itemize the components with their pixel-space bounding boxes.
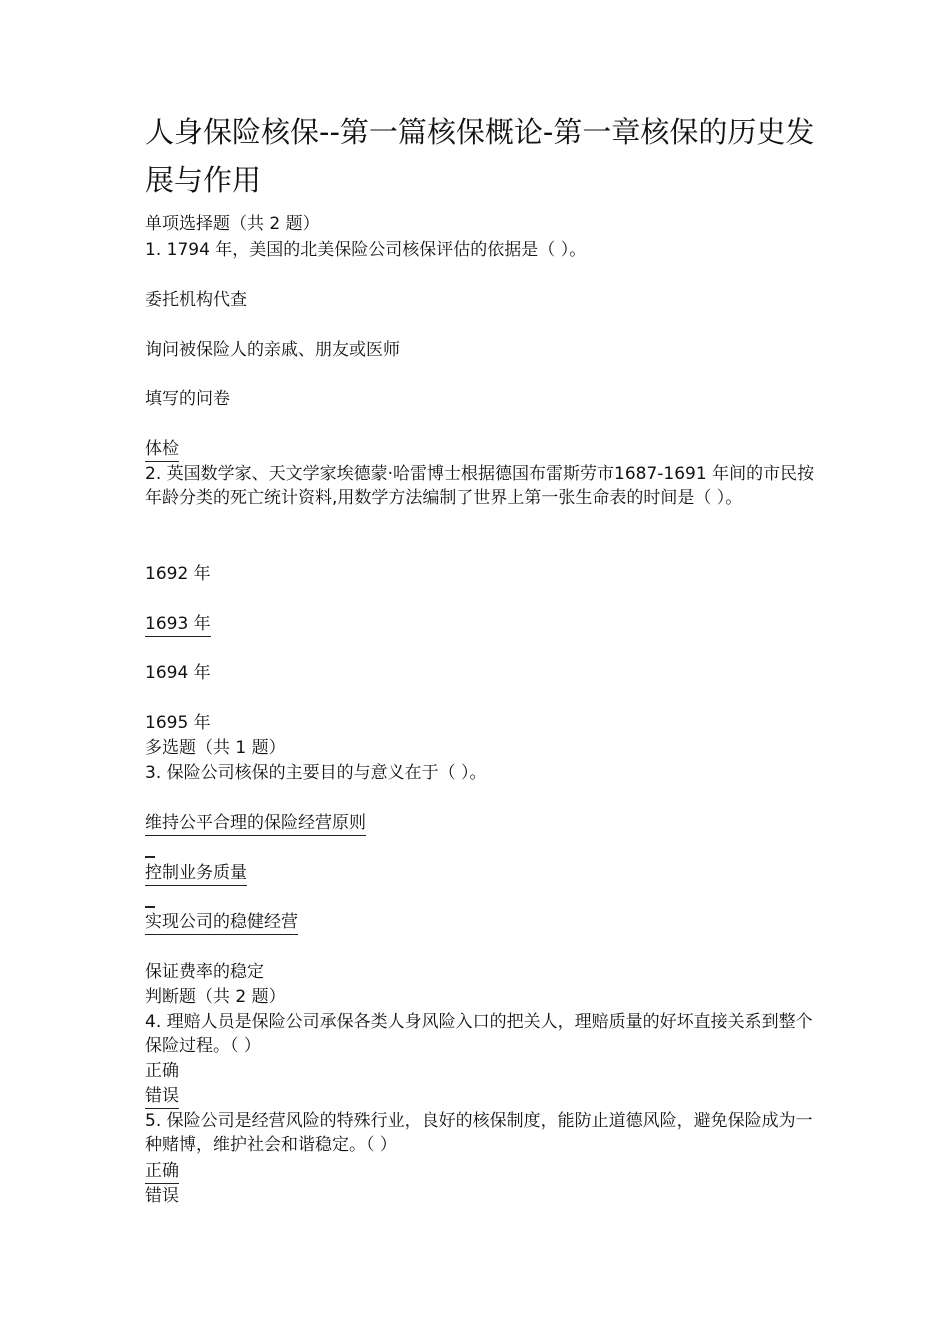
question-3-option-b-selected[interactable]	[145, 861, 247, 885]
question-5-option-false[interactable]	[145, 1184, 179, 1208]
document-title: 人身保险核保--第一篇核保概论-第一章核保的历史发展与作用	[145, 115, 815, 197]
option-label: 正确	[145, 1161, 179, 1184]
section-heading-multiple-choice: 多选题（共 1 题）	[145, 738, 286, 758]
question-1-option-c[interactable]	[145, 387, 230, 411]
option-label: 委托机构代查	[145, 290, 247, 310]
question-4-option-false-selected[interactable]	[145, 1084, 179, 1108]
question-1-option-b[interactable]	[145, 338, 400, 362]
option-label: 1693 年	[145, 614, 211, 637]
question-2-option-d[interactable]	[145, 711, 211, 735]
question-2-option-a[interactable]	[145, 562, 211, 586]
question-5-option-true-selected[interactable]	[145, 1159, 179, 1183]
question-5-text: 5. 保险公司是经营风险的特殊行业，良好的核保制度，能防止道德风险，避免保险成为一种赌博，维护社会和谐稳定。（ ）	[145, 1111, 813, 1155]
option-label: 1695 年	[145, 713, 211, 733]
option-label: 询问被保险人的亲戚、朋友或医师	[145, 340, 400, 360]
option-label: 错误	[145, 1186, 179, 1206]
selection-mark	[145, 856, 155, 858]
option-label: 1692 年	[145, 564, 211, 584]
question-1-text: 1. 1794 年，美国的北美保险公司核保评估的依据是（ ）。	[145, 240, 587, 260]
option-label: 正确	[145, 1061, 179, 1081]
option-label: 错误	[145, 1086, 179, 1109]
section-heading-true-false: 判断题（共 2 题）	[145, 987, 286, 1007]
option-label: 实现公司的稳健经营	[145, 912, 298, 935]
question-4-text: 4. 理赔人员是保险公司承保各类人身风险入口的把关人，理赔质量的好坏直接关系到整个保险过程。（ ）	[145, 1012, 813, 1056]
question-3-text: 3. 保险公司核保的主要目的与意义在于（ ）。	[145, 763, 487, 783]
question-3-option-a-selected[interactable]	[145, 811, 366, 835]
option-label: 保证费率的稳定	[145, 962, 264, 982]
option-label: 控制业务质量	[145, 863, 247, 886]
question-3-option-d[interactable]	[145, 960, 264, 984]
question-1-option-a[interactable]	[145, 288, 247, 312]
section-heading-single-choice: 单项选择题（共 2 题）	[145, 214, 320, 234]
question-2-option-c[interactable]	[145, 661, 211, 685]
question-1-option-d-selected[interactable]	[145, 437, 179, 461]
question-2-text: 2. 英国数学家、天文学家埃德蒙·哈雷博士根据德国布雷斯劳市1687-1691 年间的市民按年龄分类的死亡统计资料,用数学方法编制了世界上第一张生命表的时间是（ ）。	[145, 464, 815, 508]
selection-mark	[145, 906, 155, 908]
option-label: 体检	[145, 439, 179, 462]
option-label: 维持公平合理的保险经营原则	[145, 813, 366, 836]
question-4-option-true[interactable]	[145, 1059, 179, 1083]
question-3-option-c-selected[interactable]	[145, 910, 298, 934]
option-label: 1694 年	[145, 663, 211, 683]
question-2-option-b-selected[interactable]	[145, 612, 211, 636]
option-label: 填写的问卷	[145, 389, 230, 409]
